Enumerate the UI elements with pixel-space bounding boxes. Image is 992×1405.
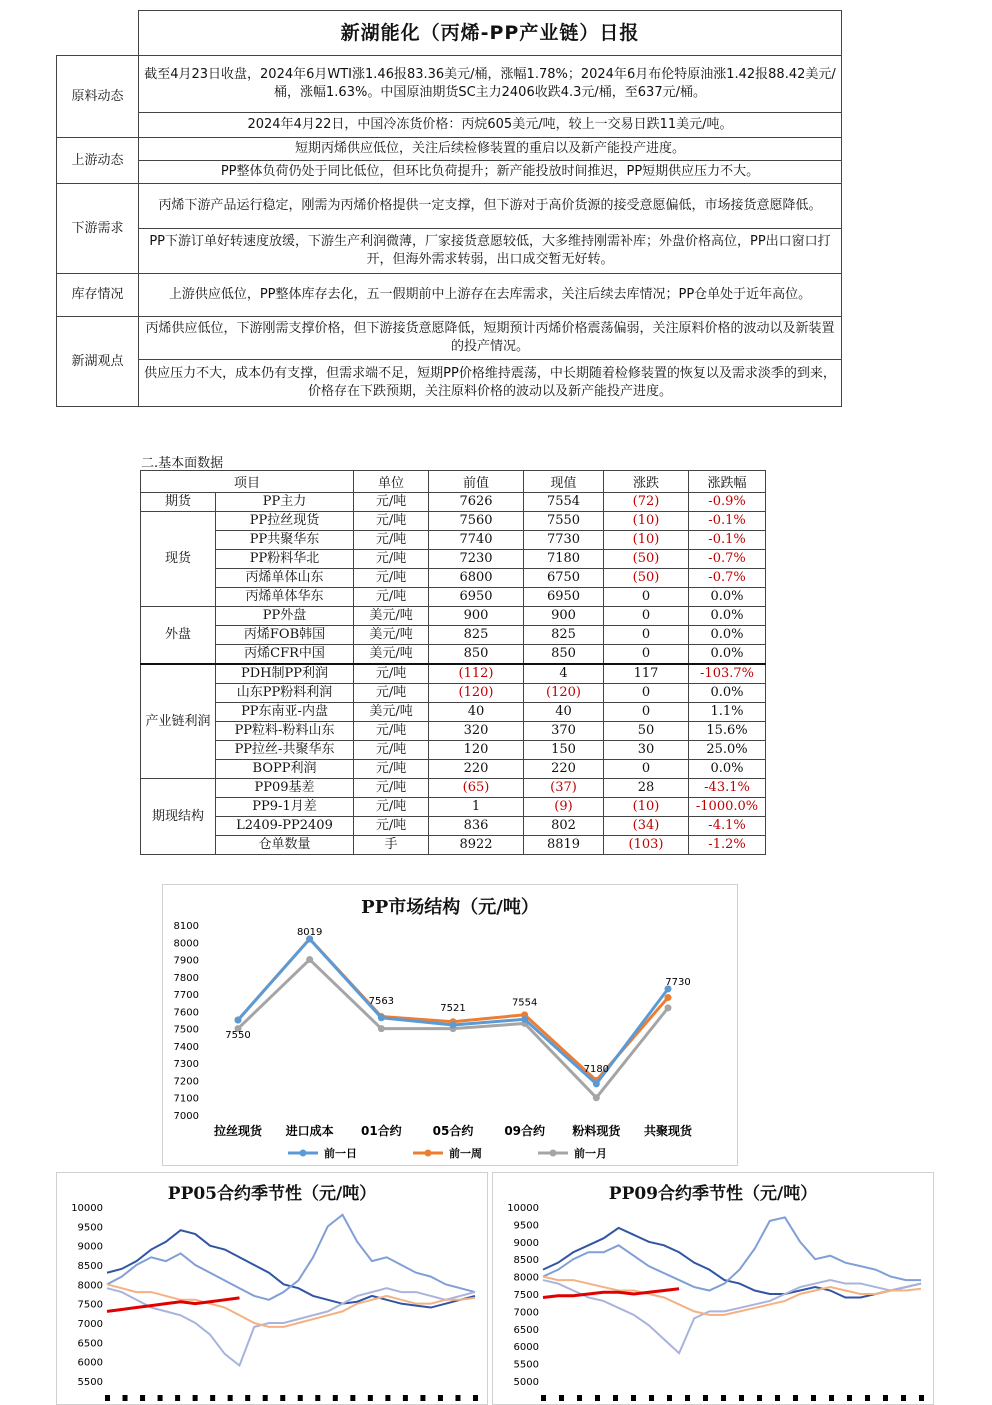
section-inventory: 库存情况 [57, 274, 139, 317]
x-tick-mark [901, 1395, 906, 1401]
group-label: 期货 [141, 493, 216, 512]
table-row [141, 569, 766, 588]
x-tick-label: 拉丝现货 [213, 1124, 263, 1138]
y-tick-label: 10000 [71, 1203, 103, 1214]
cell-change-pct: -103.7% [689, 664, 766, 684]
cell-change: (72) [604, 493, 689, 512]
cell-curr: 7554 [524, 493, 604, 512]
x-tick-mark [757, 1395, 762, 1401]
cell-change-pct: 1.1% [689, 703, 766, 722]
season-line [543, 1217, 921, 1290]
header-item: 项目 [141, 471, 354, 493]
cell-prev: 40 [429, 703, 524, 722]
series-point [665, 994, 672, 1001]
pp09-seasonality-chart [492, 1172, 934, 1405]
y-tick-label: 5500 [77, 1377, 103, 1388]
x-tick-mark [613, 1395, 618, 1401]
cell-unit: 元/吨 [354, 493, 429, 512]
table-row [141, 607, 766, 626]
cell-item: PP09基差 [216, 779, 354, 798]
cell-change-pct: 0.0% [689, 684, 766, 703]
cell-curr: 825 [524, 626, 604, 645]
cell-item: PP东南亚-内盘 [216, 703, 354, 722]
x-tick-mark [298, 1395, 303, 1401]
cell-item: 丙烯CFR中国 [216, 645, 354, 665]
daily-report-table [56, 10, 842, 407]
cell-unit: 元/吨 [354, 817, 429, 836]
cell-curr: (120) [524, 684, 604, 703]
y-tick-label: 8100 [173, 921, 199, 932]
cell-change-pct: -43.1% [689, 779, 766, 798]
table-row [141, 664, 766, 684]
x-tick-mark [245, 1395, 250, 1401]
cell-change: 0 [604, 588, 689, 607]
cell-change-pct: -1000.0% [689, 798, 766, 817]
data-label: 7554 [511, 997, 538, 1009]
cell-curr: (9) [524, 798, 604, 817]
table-row [141, 703, 766, 722]
cell-change-pct: 15.6% [689, 722, 766, 741]
data-label: 7180 [583, 1063, 610, 1075]
cell-unit: 元/吨 [354, 550, 429, 569]
view-text-1: 丙烯供应低位，下游刚需支撑价格，但下游接货意愿降低，短期预计丙烯价格震荡偏弱，关注原料价格的波动以及新装置的投产情况。 [139, 317, 842, 360]
cell-curr: 7730 [524, 531, 604, 550]
cell-change: (50) [604, 569, 689, 588]
cell-curr: 220 [524, 760, 604, 779]
data-label: 7563 [368, 995, 395, 1007]
group-label: 产业链利润 [141, 664, 216, 779]
cell-change: (103) [604, 836, 689, 855]
cell-change: 28 [604, 779, 689, 798]
cell-change: 0 [604, 626, 689, 645]
cell-prev: 900 [429, 607, 524, 626]
y-tick-label: 8000 [173, 938, 199, 950]
x-tick-label: 01合约 [360, 1124, 402, 1138]
legend-label: 前一月 [574, 1147, 607, 1160]
cell-prev: 220 [429, 760, 524, 779]
x-tick-mark [667, 1395, 672, 1401]
x-tick-mark [385, 1395, 390, 1401]
x-tick-label: 09合约 [504, 1124, 546, 1138]
section-upstream: 上游动态 [57, 138, 139, 184]
season-line [107, 1215, 475, 1300]
section-downstream: 下游需求 [57, 184, 139, 274]
cell-item: 丙烯单体华东 [216, 588, 354, 607]
x-tick-mark [883, 1395, 888, 1401]
series-point [450, 1022, 457, 1029]
table-row [141, 645, 766, 665]
cell-change: 30 [604, 741, 689, 760]
view-text-2: 供应压力不大，成本仍有支撑，但需求端不足，短期PP价格维持震荡，中长期随着检修装置的恢复以及需求淡季的到来，价格存在下跌预期，关注原料价格的波动以及新产能投产进度。 [139, 360, 842, 407]
table-row [141, 798, 766, 817]
legend-label: 前一周 [449, 1147, 482, 1160]
x-tick-label: 05合约 [432, 1124, 474, 1138]
y-tick-label: 7900 [173, 955, 199, 967]
x-tick-mark [333, 1395, 338, 1401]
cell-change-pct: -0.7% [689, 550, 766, 569]
series-point [306, 956, 313, 963]
table-row [141, 512, 766, 531]
cell-change-pct: 0.0% [689, 607, 766, 626]
cell-prev: 6800 [429, 569, 524, 588]
cell-prev: (65) [429, 779, 524, 798]
y-tick-label: 7000 [513, 1307, 539, 1319]
cell-unit: 元/吨 [354, 741, 429, 760]
table-row [141, 741, 766, 760]
cell-change-pct: -0.9% [689, 493, 766, 512]
cell-change-pct: 25.0% [689, 741, 766, 760]
cell-curr: 7180 [524, 550, 604, 569]
cell-prev: 7560 [429, 512, 524, 531]
y-tick-label: 7800 [173, 972, 199, 984]
y-tick-label: 9000 [77, 1241, 103, 1253]
x-tick-mark [577, 1395, 582, 1401]
x-tick-mark [368, 1395, 373, 1401]
cell-unit: 美元/吨 [354, 626, 429, 645]
header-unit: 单位 [354, 471, 429, 493]
cell-item: 仓单数量 [216, 836, 354, 855]
header-curr: 现值 [524, 471, 604, 493]
x-tick-mark [158, 1395, 163, 1401]
table-row [141, 817, 766, 836]
data-label: 8019 [296, 926, 323, 938]
cell-change: 0 [604, 760, 689, 779]
cell-unit: 元/吨 [354, 722, 429, 741]
cell-prev: 320 [429, 722, 524, 741]
cell-unit: 美元/吨 [354, 703, 429, 722]
x-tick-mark [193, 1395, 198, 1401]
inventory-text: 上游供应低位，PP整体库存去化，五一假期前中上游存在去库需求，关注后续去库情况；PP仓单处于近年高位。 [139, 274, 842, 317]
header-prev: 前值 [429, 471, 524, 493]
x-tick-label: 共聚现货 [643, 1124, 693, 1138]
cell-change: (50) [604, 550, 689, 569]
cell-unit: 元/吨 [354, 684, 429, 703]
x-tick-mark [420, 1395, 425, 1401]
section-view: 新湖观点 [57, 317, 139, 407]
x-tick-mark [315, 1395, 320, 1401]
series-point [378, 1025, 385, 1032]
x-tick-mark [541, 1395, 546, 1401]
y-tick-label: 6000 [513, 1342, 539, 1354]
x-tick-mark [919, 1395, 924, 1401]
cell-item: PP拉丝现货 [216, 512, 354, 531]
market-structure-chart [162, 884, 738, 1166]
cell-unit: 美元/吨 [354, 645, 429, 665]
pp05-seasonality-chart [56, 1172, 488, 1405]
cell-prev: 1 [429, 798, 524, 817]
cell-curr: 370 [524, 722, 604, 741]
y-tick-label: 7000 [77, 1319, 103, 1330]
cell-change: 0 [604, 703, 689, 722]
x-tick-mark [865, 1395, 870, 1401]
downstream-text-1: 丙烯下游产品运行稳定，刚需为丙烯价格提供一定支撑，但下游对于高价货源的接受意愿偏低，市场接货意愿降低。 [139, 184, 842, 229]
table-row [141, 836, 766, 855]
raw-material-text-1: 截至4月23日收盘，2024年6月WTI涨1.46报83.36美元/桶，涨幅1.78%；2024年6月布伦特原油涨1.42报88.42美元/桶，涨幅1.63%。中国原油期货SC主力2406收跌4.3元/桶，至637元/桶。 [139, 56, 842, 113]
cell-item: BOPP利润 [216, 760, 354, 779]
y-tick-label: 8500 [513, 1255, 539, 1267]
cell-unit: 元/吨 [354, 760, 429, 779]
x-tick-mark [123, 1395, 128, 1401]
cell-prev: 8922 [429, 836, 524, 855]
y-tick-label: 7600 [173, 1007, 199, 1019]
cell-item: PP拉丝-共聚华东 [216, 741, 354, 760]
cell-unit: 元/吨 [354, 664, 429, 684]
x-tick-mark [631, 1395, 636, 1401]
cell-change-pct: 0.0% [689, 626, 766, 645]
x-tick-mark [280, 1395, 285, 1401]
fundamentals-section-title: 二.基本面数据 [141, 456, 224, 471]
y-tick-label: 7500 [513, 1290, 539, 1301]
y-tick-label: 5500 [513, 1359, 539, 1371]
y-tick-label: 6500 [513, 1324, 539, 1336]
y-tick-label: 7700 [173, 990, 199, 1002]
series-point [593, 1094, 600, 1101]
series-point [521, 1016, 528, 1023]
pp05-svg [57, 1173, 487, 1404]
x-tick-mark [455, 1395, 460, 1401]
table-row [141, 493, 766, 512]
x-tick-mark [210, 1395, 215, 1401]
raw-material-text-2: 2024年4月22日，中国冷冻货价格：丙烷605美元/吨，较上一交易日跌11美元/吨。 [139, 113, 842, 138]
cell-curr: 6750 [524, 569, 604, 588]
cell-prev: 7626 [429, 493, 524, 512]
cell-unit: 手 [354, 836, 429, 855]
cell-change: (10) [604, 512, 689, 531]
pp09-svg [493, 1173, 933, 1404]
cell-curr: 850 [524, 645, 604, 665]
season-line [107, 1288, 475, 1365]
upstream-text-2: PP整体负荷仍处于同比低位，但环比负荷提升；新产能投放时间推迟，PP短期供应压力不大。 [139, 161, 842, 184]
y-tick-label: 7500 [173, 1024, 199, 1036]
table-row [141, 779, 766, 798]
cell-unit: 元/吨 [354, 512, 429, 531]
market-structure-svg [163, 885, 737, 1165]
cell-change: (10) [604, 531, 689, 550]
cell-item: PDH制PP利润 [216, 664, 354, 684]
x-tick-mark [473, 1395, 478, 1401]
x-tick-mark [263, 1395, 268, 1401]
fundamentals-table [140, 470, 766, 855]
cell-curr: 7550 [524, 512, 604, 531]
cell-curr: 802 [524, 817, 604, 836]
cell-item: PP9-1月差 [216, 798, 354, 817]
cell-item: 丙烯FOB韩国 [216, 626, 354, 645]
cell-item: PP主力 [216, 493, 354, 512]
x-tick-mark [403, 1395, 408, 1401]
pp09-title: PP09合约季节性（元/吨） [608, 1184, 818, 1204]
table-row [141, 626, 766, 645]
cell-change: (34) [604, 817, 689, 836]
cell-change-pct: -4.1% [689, 817, 766, 836]
x-tick-mark [438, 1395, 443, 1401]
section-raw-material: 原料动态 [57, 56, 139, 138]
cell-unit: 美元/吨 [354, 607, 429, 626]
cell-item: 山东PP粉料利润 [216, 684, 354, 703]
cell-prev: 7230 [429, 550, 524, 569]
table-row [141, 760, 766, 779]
cell-curr: 40 [524, 703, 604, 722]
x-tick-mark [559, 1395, 564, 1401]
cell-unit: 元/吨 [354, 798, 429, 817]
group-label: 外盘 [141, 607, 216, 665]
cell-change: 117 [604, 664, 689, 684]
x-tick-mark [703, 1395, 708, 1401]
series-point [665, 1004, 672, 1011]
y-tick-label: 7100 [173, 1093, 199, 1105]
report-title: 新湖能化（丙烯-PP产业链）日报 [139, 11, 842, 56]
data-label: 7550 [225, 1030, 251, 1041]
y-tick-label: 7200 [173, 1076, 199, 1088]
cell-item: L2409-PP2409 [216, 817, 354, 836]
x-tick-mark [721, 1395, 726, 1401]
x-tick-mark [228, 1395, 233, 1401]
x-tick-mark [739, 1395, 744, 1401]
table-row [141, 531, 766, 550]
series-point [235, 1017, 242, 1024]
cell-change-pct: 0.0% [689, 760, 766, 779]
cell-item: PP粉料华北 [216, 550, 354, 569]
cell-change-pct: -0.1% [689, 512, 766, 531]
x-tick-mark [829, 1395, 834, 1401]
y-tick-label: 7500 [77, 1299, 103, 1311]
legend-marker [550, 1150, 557, 1157]
group-label: 期现结构 [141, 779, 216, 855]
x-tick-mark [175, 1395, 180, 1401]
cell-change-pct: 0.0% [689, 588, 766, 607]
table-row [141, 684, 766, 703]
cell-prev: (120) [429, 684, 524, 703]
data-label: 7521 [440, 1003, 466, 1015]
x-tick-mark [140, 1395, 145, 1401]
cell-change-pct: -0.1% [689, 531, 766, 550]
cell-curr: 6950 [524, 588, 604, 607]
cell-item: 丙烯单体山东 [216, 569, 354, 588]
cell-unit: 元/吨 [354, 531, 429, 550]
legend-marker [425, 1150, 432, 1157]
y-tick-label: 8000 [513, 1272, 539, 1284]
y-tick-label: 8000 [77, 1280, 103, 1292]
x-tick-mark [105, 1395, 110, 1401]
legend-label: 前一日 [324, 1147, 357, 1160]
cell-prev: 120 [429, 741, 524, 760]
y-tick-label: 5000 [513, 1377, 539, 1388]
pp05-title: PP05合约季节性（元/吨） [167, 1184, 377, 1204]
series-point [378, 1014, 385, 1021]
cell-change-pct: 0.0% [689, 645, 766, 665]
cell-item: PP粒料-粉料山东 [216, 722, 354, 741]
downstream-text-2: PP下游订单好转速度放缓，下游生产利润微薄，厂家接货意愿较低，大多维持刚需补库；外盘价格高位，PP出口窗口打开，但海外需求转弱，出口成交暂无好转。 [139, 229, 842, 274]
y-tick-label: 8500 [77, 1261, 103, 1272]
season-line [543, 1280, 921, 1353]
market-structure-title: PP市场结构（元/吨） [361, 897, 539, 918]
group-label: 现货 [141, 512, 216, 607]
cell-prev: 6950 [429, 588, 524, 607]
y-tick-label: 7300 [173, 1059, 199, 1071]
cell-prev: 7740 [429, 531, 524, 550]
cell-curr: 8819 [524, 836, 604, 855]
legend-marker [300, 1150, 307, 1157]
y-tick-label: 7400 [173, 1041, 199, 1053]
cell-change: 0 [604, 684, 689, 703]
x-tick-mark [793, 1395, 798, 1401]
cell-change-pct: -1.2% [689, 836, 766, 855]
y-tick-label: 6500 [77, 1338, 103, 1350]
cell-prev: 850 [429, 645, 524, 665]
table-row [141, 588, 766, 607]
season-line [107, 1298, 239, 1312]
cell-change-pct: -0.7% [689, 569, 766, 588]
table-row [141, 550, 766, 569]
cell-prev: (112) [429, 664, 524, 684]
x-tick-mark [595, 1395, 600, 1401]
y-tick-label: 9500 [77, 1222, 103, 1234]
cell-curr: 900 [524, 607, 604, 626]
cell-curr: 4 [524, 664, 604, 684]
y-tick-label: 7000 [173, 1111, 199, 1122]
cell-item: PP共聚华东 [216, 531, 354, 550]
x-tick-mark [847, 1395, 852, 1401]
series-point [593, 1080, 600, 1087]
x-tick-mark [775, 1395, 780, 1401]
corner-cell [57, 11, 139, 56]
upstream-text-1: 短期丙烯供应低位，关注后续检修装置的重启以及新产能投产进度。 [139, 138, 842, 161]
header-change: 涨跌 [604, 471, 689, 493]
cell-unit: 元/吨 [354, 569, 429, 588]
header-change-pct: 涨跌幅 [689, 471, 766, 493]
x-tick-label: 粉料现货 [572, 1124, 621, 1138]
table-row [141, 722, 766, 741]
cell-change: 50 [604, 722, 689, 741]
cell-unit: 元/吨 [354, 779, 429, 798]
cell-change: (10) [604, 798, 689, 817]
x-tick-label: 进口成本 [285, 1124, 334, 1138]
x-tick-mark [350, 1395, 355, 1401]
cell-unit: 元/吨 [354, 588, 429, 607]
x-tick-mark [685, 1395, 690, 1401]
cell-curr: 150 [524, 741, 604, 760]
y-tick-label: 9500 [513, 1220, 539, 1232]
cell-change: 0 [604, 645, 689, 665]
cell-prev: 825 [429, 626, 524, 645]
cell-prev: 836 [429, 817, 524, 836]
cell-curr: (37) [524, 779, 604, 798]
cell-item: PP外盘 [216, 607, 354, 626]
x-tick-mark [649, 1395, 654, 1401]
x-tick-mark [811, 1395, 816, 1401]
y-tick-label: 6000 [77, 1357, 103, 1369]
y-tick-label: 10000 [507, 1203, 539, 1214]
data-label: 7730 [665, 976, 691, 988]
y-tick-label: 9000 [513, 1237, 539, 1249]
cell-change: 0 [604, 607, 689, 626]
